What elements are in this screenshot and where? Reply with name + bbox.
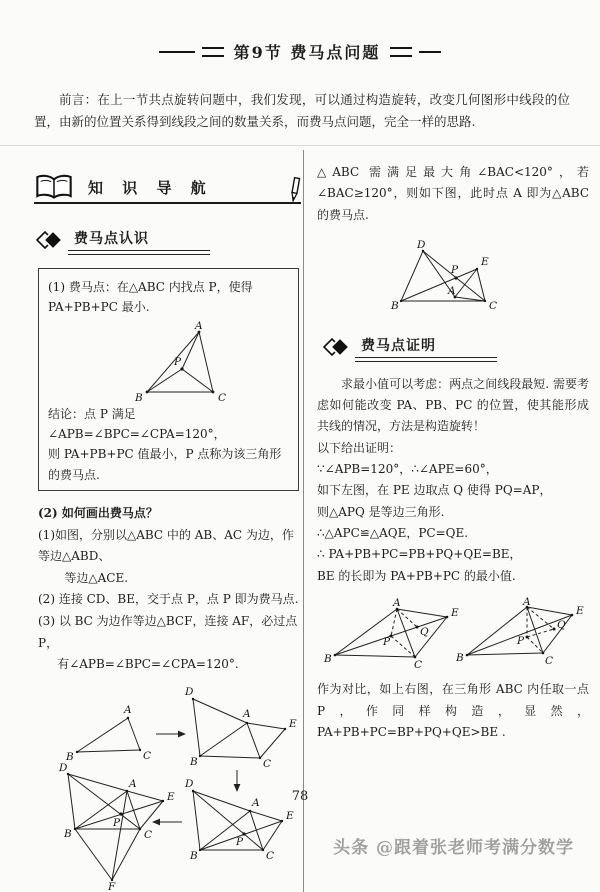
howto-title: (2) 如何画出费马点？ bbox=[38, 506, 158, 521]
vertex-label-b: B bbox=[391, 299, 399, 311]
proof-line6: BE 的长即为 PA+PB+PC 的最小值. bbox=[317, 568, 516, 583]
vertex-label-d: D bbox=[417, 238, 426, 251]
vertex-label-b: B bbox=[64, 827, 72, 840]
double-underline bbox=[68, 250, 210, 255]
section-title: 费马点证明 bbox=[361, 337, 436, 354]
columns-container bbox=[30, 150, 600, 892]
dash-icon bbox=[419, 51, 441, 53]
howto-section bbox=[38, 503, 303, 676]
preface-paragraph: 前言：在上一节共点旋转问题中，我们发现，可以通过构造旋转，改变几何图形中线段的位置，由新的位置关系得到线段之间的数量关系，而费马点问题，完全一样的思路. bbox=[34, 92, 570, 129]
diagram-proof-comparison bbox=[317, 597, 587, 671]
diagram-obtuse-case bbox=[375, 239, 525, 311]
arrow-left-icon bbox=[152, 818, 182, 825]
proof-line1: ∵∠APB=120°，∴∠APE=60°， bbox=[317, 461, 498, 476]
vertex-label-c: C bbox=[545, 655, 554, 668]
title-decoration-right bbox=[390, 47, 441, 57]
section-title-wrap bbox=[74, 228, 210, 255]
diagram-fermat-point-triangle bbox=[49, 320, 289, 404]
vertex-label-e: E bbox=[576, 605, 584, 618]
vertex-label-q: Q bbox=[557, 619, 566, 632]
vertex-label-e: E bbox=[451, 607, 459, 620]
section-title: 费马点认识 bbox=[74, 230, 149, 247]
page-title: 第9节 费马点问题 bbox=[233, 43, 381, 62]
proof-left-figure bbox=[334, 608, 449, 659]
double-dash-icon bbox=[202, 47, 224, 57]
vertex-label-b: B bbox=[134, 391, 143, 404]
vertex-label-q: Q bbox=[420, 626, 429, 639]
construction-fig2 bbox=[192, 698, 286, 759]
vertex-label-p: P bbox=[113, 816, 121, 829]
vertex-label-a: A bbox=[448, 284, 456, 297]
section-title-wrap bbox=[361, 335, 497, 362]
vertex-label-c: C bbox=[143, 749, 152, 762]
vertex-label-d: D bbox=[59, 761, 68, 774]
page-header bbox=[0, 40, 600, 63]
comparison-paragraph: 作为对比，如上右图，在三角形 ABC 内任取一点 P，作同样构造，显然， PA+PB+PC=BP+PQ+QE>BE . bbox=[317, 682, 589, 740]
vertex-label-a: A bbox=[194, 319, 203, 332]
nav-banner-title: 知 识 导 航 bbox=[88, 178, 213, 197]
vertex-label-c: C bbox=[414, 659, 423, 672]
section-fermat-proof-banner bbox=[317, 335, 589, 362]
vertex-label-b: B bbox=[324, 653, 332, 666]
vertex-label-e: E bbox=[286, 809, 294, 822]
double-dash-icon bbox=[390, 47, 412, 57]
vertex-label-p: P bbox=[236, 835, 244, 848]
diagram-lines bbox=[400, 249, 486, 301]
construction-fig1 bbox=[76, 717, 141, 753]
proof-lead: 以下给出证明： bbox=[317, 440, 402, 455]
arrow-right-icon bbox=[156, 730, 186, 737]
vertex-label-p: P bbox=[517, 635, 525, 648]
diamond-icon bbox=[317, 336, 353, 358]
proof-right-figure bbox=[466, 606, 574, 657]
fermat-conclusion-line2: 则 PA+PB+PC 值最小，P 点称为该三角形的费马点. bbox=[48, 447, 282, 482]
vertex-label-b: B bbox=[66, 750, 74, 763]
fermat-conclusion-line1: 结论：点 P 满足∠APB=∠BPC=∠CPA=120°， bbox=[48, 406, 226, 441]
left-column bbox=[30, 150, 303, 892]
title-decoration-left bbox=[159, 47, 224, 57]
fermat-definition-box bbox=[38, 268, 299, 491]
right-column bbox=[303, 150, 589, 892]
horizontal-divider bbox=[0, 145, 600, 146]
diagram-construction-steps bbox=[30, 682, 300, 892]
vertex-label-c: C bbox=[217, 391, 226, 404]
double-underline bbox=[355, 357, 497, 362]
proof-line3: 则△APQ 是等边三角形. bbox=[317, 504, 445, 519]
obtuse-case-figure-wrap bbox=[375, 239, 589, 311]
vertex-label-d: D bbox=[185, 685, 194, 698]
vertex-label-b: B bbox=[190, 755, 198, 768]
comparison-figures-wrap bbox=[317, 597, 589, 671]
proof-section bbox=[317, 374, 589, 588]
vertex-label-a: A bbox=[129, 777, 137, 790]
vertex-label-c: C bbox=[489, 299, 498, 311]
vertex-label-a: A bbox=[393, 597, 401, 610]
vertex-label-p: P bbox=[173, 355, 181, 368]
howto-step1-line2: 等边△ACE. bbox=[64, 570, 129, 585]
vertex-label-b: B bbox=[190, 849, 198, 862]
howto-step3-line1: (3) 以 BC 为边作等边△BCF，连接 AF，必过点 P， bbox=[38, 614, 298, 650]
open-book-icon bbox=[34, 172, 74, 202]
howto-step3-line2: 有∠APB=∠BPC=∠CPA=120°. bbox=[57, 657, 239, 672]
proof-line4: ∴△APC≌△AQE，PC=QE. bbox=[317, 526, 469, 541]
vertex-label-a: A bbox=[523, 597, 531, 609]
vertex-label-f: F bbox=[108, 880, 116, 892]
vertex-label-a: A bbox=[252, 796, 260, 809]
proof-intro-paragraph: 求最小值可以考虑：两点之间线段最短. 需要考虑如何能改变 PA、PB、PC 的位置，使其能形成共线的情况，方法是构造旋转！ bbox=[317, 376, 589, 434]
obtuse-case-paragraph: △ABC 需满足最大角∠BAC<120°，若∠BAC≥120°，则如下图，此时点 A 即为△ABC 的费马点. bbox=[317, 164, 589, 222]
proof-line2: 如下左图，在 PE 边取点 Q 使得 PQ=AP， bbox=[317, 483, 552, 498]
vertex-label-p: P bbox=[451, 263, 459, 276]
watermark-text: 头条 @跟着张老师考满分数学 bbox=[333, 838, 574, 858]
fermat-definition-text: (1) 费马点：在△ABC 内找点 P，使得 PA+PB+PC 最小. bbox=[48, 279, 253, 315]
vertex-label-e: E bbox=[289, 717, 297, 730]
section-fermat-intro-banner bbox=[30, 228, 303, 255]
proof-line5: ∴ PA+PB+PC=PB+PQ+QE=BE， bbox=[317, 547, 522, 562]
dash-icon bbox=[159, 51, 195, 53]
page-number: 78 bbox=[291, 789, 309, 804]
vertex-label-p: P bbox=[383, 636, 391, 649]
vertex-label-c: C bbox=[266, 849, 275, 862]
vertex-label-a: A bbox=[124, 703, 132, 716]
vertex-label-b: B bbox=[456, 652, 464, 665]
howto-step1-line1: (1)如图，分别以△ABC 中的 AB、AC 为边，作等边△ABD、 bbox=[38, 527, 294, 564]
vertex-label-a: A bbox=[243, 707, 251, 720]
vertex-label-d: D bbox=[185, 777, 194, 790]
vertex-label-c: C bbox=[144, 828, 153, 841]
vertex-label-e: E bbox=[167, 790, 175, 803]
diamond-icon bbox=[30, 229, 66, 251]
pen-icon bbox=[287, 175, 304, 205]
vertex-label-e: E bbox=[481, 255, 489, 268]
knowledge-nav-banner bbox=[34, 164, 301, 204]
howto-step2: (2) 连接 CD、BE，交于点 P，点 P 即为费马点. bbox=[38, 592, 299, 607]
vertex-label-c: C bbox=[263, 757, 272, 770]
